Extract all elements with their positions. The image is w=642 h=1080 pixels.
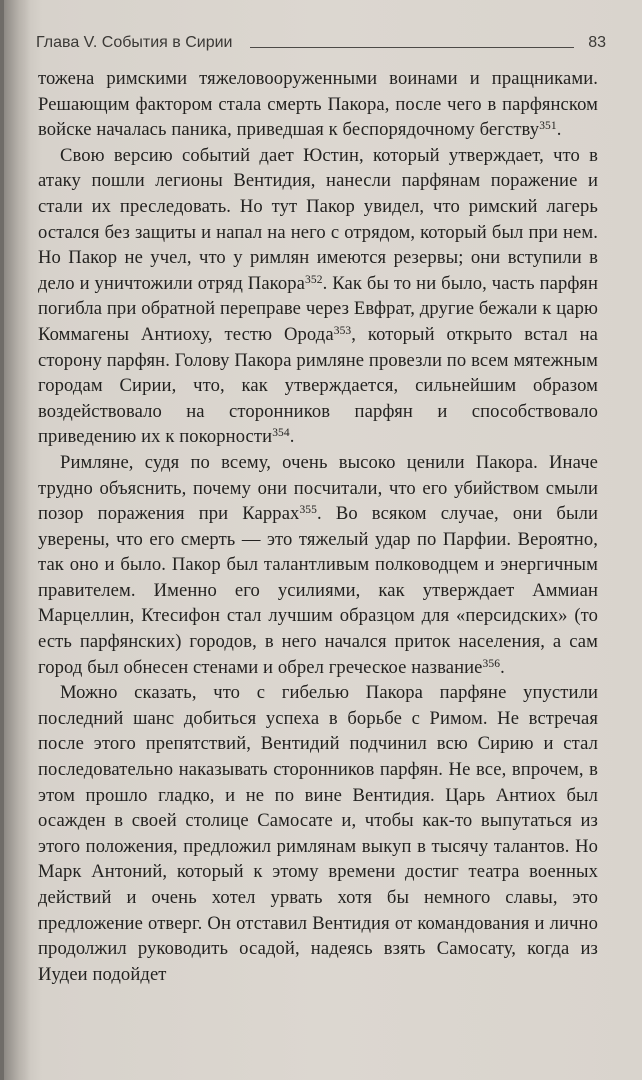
paragraph — [38, 66, 598, 143]
text-run: . Как бы то ни было, часть парфян погибла при обратной переправе через Евфрат, другие бежали к царю Коммагены Антиоху, тестю Орода — [38, 272, 598, 345]
text-run: Римляне, судя по всему, очень высоко ценили Пакора. Иначе трудно объяснить, почему они посчитали, что его убийством смыли позор поражения при Каррах — [38, 451, 598, 525]
text-run: . — [289, 426, 295, 448]
footnote-ref: 356 — [482, 657, 501, 670]
footnote-ref: 351 — [539, 120, 557, 133]
footnote-ref: 353 — [333, 324, 352, 337]
book-page — [4, 0, 642, 1080]
paragraph — [38, 143, 598, 450]
page-gutter-shadow — [4, 0, 30, 1080]
text-run: Свою версию событий дает Юстин, который утверждает, что в атаку пошли легионы Вентидия, нанесли парфянам поражение и стали их преследовать. Но тут Пакор увидел, что римский лагерь остался без защиты и напал на него с отрядом, который был при нем. Но Пакор не учел, что у римлян имеются резервы; они вступили в дело и уничтожили отряд Пакора — [38, 144, 598, 294]
footnote-ref: 355 — [299, 504, 318, 517]
body-text — [38, 66, 598, 987]
text-run: Можно сказать, что с гибелью Пакора парфяне упустили последний шанс добиться успеха в борьбе с Римом. Не встречая после этого препятствий, Вентидий подчинил всю Сирию и стал последовательно наказывать сторонников парфян. Не все, впрочем, в этом прошло гладко, и не по вине Вентидия. Царь Антиох был осажден в своей столице Самосате и, чтобы как-то выпутаться из этого положения, предложил римлянам выкуп в тысячу талантов. Но Марк Антоний, который к этому времени достиг театра военных действий и очень хотел урвать хотя бы немного славы, это предложение отверг. Он отставил Вентидия от командования и лично продолжил руководить осадой, надеясь взять Самосату, когда из Иудеи подойдет — [38, 682, 598, 985]
text-run: . — [556, 119, 562, 141]
footnote-ref: 352 — [305, 273, 323, 286]
text-run: . — [500, 656, 505, 678]
page-number: 83 — [588, 34, 606, 51]
chapter-title: Глава V. События в Сирии — [36, 34, 233, 51]
text-run: , который открыто встал на сторону парфян. Голову Пакора римляне провезли по всем мятежным городам Сирии, что, как утверждается, сильнейшим образом воздействовало на сторонников парфян и способствовало приведению их к покорности — [38, 323, 598, 448]
header-rule — [250, 47, 574, 48]
text-run: . Во всяком случае, они были уверены, что его смерть — это тяжелый удар по Парфии. Вероятно, так оно и было. Пакор был талантливым полководцем и энергичным правителем. Именно его усилиями, как утверждает Аммиан Марцеллин, Ктесифон стал лучшим образцом для «персидских» (то есть парфянских) городов, в него начался приток населения, а сам город был обнесен стенами и обрел греческое название — [38, 503, 598, 678]
paragraph — [38, 680, 598, 987]
paragraph — [38, 450, 598, 680]
footnote-ref: 354 — [272, 427, 290, 440]
text-run: тожена римскими тяжеловооруженными воинами и пращниками. Решающим фактором стала смерть Пакора, после чего в парфянском войске началась паника, приведшая к беспорядочному бегству — [38, 68, 598, 141]
running-head — [36, 28, 606, 58]
